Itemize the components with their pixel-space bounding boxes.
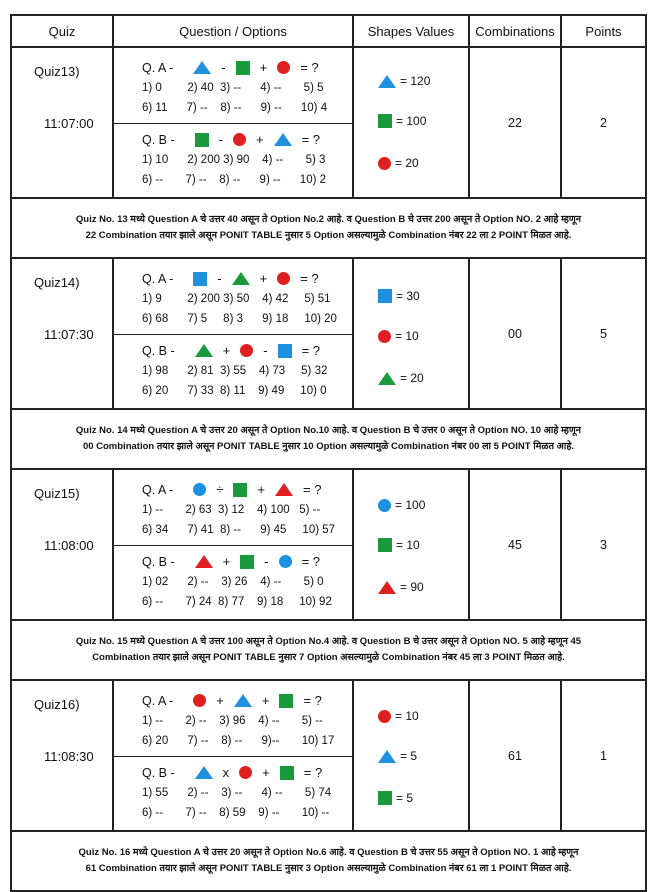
question-b [114, 545, 352, 620]
question-label: Q. B - [142, 132, 175, 147]
shape-value-text: = 20 [400, 371, 424, 385]
triangle-icon [234, 694, 252, 707]
quiz-explanation: Quiz No. 16 मध्ये Question A चे उत्तर 20 असून ते Option No.6 आहे. व Question B चे उत्तर 55 असून ते Option NO. 1 आहे म्हणून 61 Combination तयार झाले असून PONIT TABLE नुसार 3 Option असल्यामुळे Combination नंबर 61 ला 1 POINT मिळत आहे. [78, 847, 579, 874]
square-icon [378, 538, 392, 552]
operator: = ? [300, 271, 319, 286]
shape-values-cell [354, 681, 470, 830]
shape-value [378, 709, 419, 723]
question-label: Q. B - [142, 554, 175, 569]
quiz-id-cell [12, 681, 114, 830]
shape-value [378, 791, 413, 805]
operator: = ? [303, 693, 322, 708]
options-row: 6) 68 7) 5 8) 3 9) 18 10) 20 [142, 313, 337, 325]
shape-value-text: = 30 [396, 289, 420, 303]
quiz-explanation: Quiz No. 13 मध्ये Question A चे उत्तर 40 असून ते Option No.2 आहे. व Question B चे उत्तर 200 असून ते Option NO. 2 आहे म्हणून 22 Combination तयार झाले असून PONIT TABLE नुसार 5 Option असल्यामुळे Combination नंबर 22 ला 2 POINT मिळत आहे. [75, 214, 582, 241]
question-b [114, 123, 352, 198]
triangle-icon [195, 555, 213, 568]
header-question: Question / Options [114, 16, 354, 46]
question-cell [114, 470, 354, 619]
circle-icon [378, 157, 391, 170]
quiz-block [12, 681, 645, 890]
triangle-icon [195, 766, 213, 779]
shape-value [378, 498, 425, 512]
points-value: 3 [600, 537, 607, 552]
shape-value-text: = 20 [395, 156, 419, 170]
question-equation [142, 482, 325, 497]
question-label: Q. A - [142, 271, 174, 286]
question-equation [142, 132, 324, 147]
question-equation [142, 60, 323, 75]
quiz-number: Quiz14) [34, 275, 80, 290]
question-equation [142, 554, 324, 569]
operator: + [259, 271, 268, 286]
options-row: 1) 55 2) -- 3) -- 4) -- 5) 74 [142, 787, 332, 799]
triangle-icon [275, 483, 293, 496]
quiz-row [12, 259, 645, 410]
square-icon [378, 114, 392, 128]
options-row: 6) 20 7) -- 8) -- 9)-- 10) 17 [142, 735, 335, 747]
operator: - [264, 554, 269, 569]
operator: - [217, 271, 222, 286]
square-icon [236, 61, 250, 75]
operator: = ? [301, 554, 321, 569]
operator: + [222, 554, 231, 569]
header-quiz: Quiz [12, 16, 114, 46]
triangle-icon [274, 133, 292, 146]
shape-value-text: = 10 [395, 709, 419, 723]
quiz-table [10, 14, 647, 892]
combination-value: 61 [470, 681, 562, 830]
options-row: 1) 98 2) 81 3) 55 4) 73 5) 32 [142, 365, 328, 377]
triangle-icon [232, 272, 250, 285]
question-b [114, 334, 352, 409]
quiz-explanation: Quiz No. 15 मध्ये Question A चे उत्तर 100 असून ते Option No.4 आहे. व Question B चे उत्तर असून ते Option NO. 5 आहे म्हणून 45 Combination तयार झाले असून PONIT TABLE नुसार 7 Option असल्यामुळे Combination नंबर 45 ला 3 POINT मिळत आहे. [75, 636, 582, 663]
options-row: 6) -- 7) -- 8) 59 9) -- 10) -- [142, 807, 330, 819]
options-row: 6) -- 7) 24 8) 77 9) 18 10) 92 [142, 596, 332, 608]
shape-value-text: = 5 [400, 749, 418, 763]
operator: = ? [301, 132, 321, 147]
operator: = ? [303, 482, 322, 497]
circle-icon [279, 555, 292, 568]
question-equation [142, 343, 324, 358]
square-icon [240, 555, 254, 569]
header-combinations: Combinations [470, 16, 562, 46]
combination-value: 45 [470, 470, 562, 619]
question-equation [142, 271, 323, 286]
square-icon [278, 344, 292, 358]
options-row: 6) -- 7) -- 8) -- 9) -- 10) 2 [142, 174, 327, 186]
shape-value [378, 329, 419, 343]
shape-values-cell [354, 259, 470, 408]
shape-value [378, 749, 417, 763]
quiz-time: 11:07:30 [44, 327, 94, 342]
operator: - [263, 343, 268, 358]
options-row: 1) -- 2) 63 3) 12 4) 100 5) -- [142, 504, 321, 516]
circle-icon [233, 133, 246, 146]
quiz-explanation: Quiz No. 14 मध्ये Question A चे उत्तर 20 असून ते Option No.10 आहे. व Question B चे उत्तर 0 असून ते Option NO. 10 आहे म्हणून 00 Combination तयार झाले असून PONIT TABLE नुसार 10 Option असल्यामुळे Combination नंबर 00 ला 5 POINT मिळत आहे. [75, 425, 582, 452]
circle-icon [193, 483, 206, 496]
operator: + [216, 693, 224, 708]
shape-value-text: = 10 [396, 538, 420, 552]
quiz-list [12, 48, 645, 890]
quiz-row [12, 681, 645, 832]
square-icon [193, 272, 207, 286]
quiz-time: 11:08:00 [44, 538, 94, 553]
question-equation [142, 693, 326, 708]
square-icon [280, 766, 294, 780]
square-icon [378, 289, 392, 303]
shape-values-cell [354, 470, 470, 619]
quiz-block [12, 470, 645, 681]
operator: + [222, 343, 231, 358]
operator: + [259, 60, 268, 75]
shape-value [378, 289, 420, 303]
combination-value: 22 [470, 48, 562, 197]
options-row: 1) -- 2) -- 3) 96 4) -- 5) -- [142, 715, 323, 727]
quiz-row [12, 48, 645, 199]
header-shapes: Shapes Values [354, 16, 470, 46]
shape-value [378, 114, 426, 128]
triangle-icon [378, 750, 396, 763]
circle-icon [193, 694, 206, 707]
triangle-icon [378, 372, 396, 385]
operator: + [261, 693, 270, 708]
circle-icon [378, 499, 391, 512]
question-label: Q. B - [142, 343, 175, 358]
shape-value [378, 74, 430, 88]
circle-icon [277, 272, 290, 285]
table-header [12, 16, 645, 48]
question-cell [114, 48, 354, 197]
shape-value-text: = 90 [400, 580, 424, 594]
options-row: 1) 02 2) -- 3) 26 4) -- 5) 0 [142, 576, 324, 588]
quiz-row [12, 470, 645, 621]
quiz-time: 11:08:30 [44, 749, 94, 764]
square-icon [279, 694, 293, 708]
question-equation [142, 765, 326, 780]
question-cell [114, 259, 354, 408]
circle-icon [239, 766, 252, 779]
quiz-number: Quiz15) [34, 486, 80, 501]
quiz-id-cell [12, 470, 114, 619]
quiz-time: 11:07:00 [44, 116, 94, 131]
question-b [114, 756, 352, 831]
question-cell [114, 681, 354, 830]
shape-value-text: = 100 [395, 498, 426, 512]
triangle-icon [378, 75, 396, 88]
triangle-icon [378, 581, 396, 594]
operator: - [221, 60, 226, 75]
options-row: 6) 34 7) 41 8) -- 9) 45 10) 57 [142, 524, 336, 536]
options-row: 1) 0 2) 40 3) -- 4) -- 5) 5 [142, 82, 324, 94]
circle-icon [240, 344, 253, 357]
square-icon [378, 791, 392, 805]
question-a [114, 681, 352, 755]
operator: = ? [300, 60, 319, 75]
question-a [114, 259, 352, 333]
points-value: 2 [600, 115, 607, 130]
points-value: 1 [600, 748, 607, 763]
square-icon [233, 483, 247, 497]
quiz-id-cell [12, 48, 114, 197]
question-label: Q. A - [142, 482, 174, 497]
circle-icon [378, 710, 391, 723]
combination-value: 00 [470, 259, 562, 408]
shape-value [378, 156, 419, 170]
square-icon [195, 133, 209, 147]
operator: = ? [303, 765, 323, 780]
operator: = ? [301, 343, 321, 358]
operator: ÷ [216, 482, 224, 497]
options-row: 6) 20 7) 33 8) 11 9) 49 10) 0 [142, 385, 327, 397]
options-row: 1) 10 2) 200 3) 90 4) -- 5) 3 [142, 154, 326, 166]
quiz-block [12, 48, 645, 259]
question-label: Q. A - [142, 693, 174, 708]
shape-value [378, 580, 424, 594]
options-row: 6) 11 7) -- 8) -- 9) -- 10) 4 [142, 102, 328, 114]
quiz-number: Quiz13) [34, 64, 80, 79]
circle-icon [378, 330, 391, 343]
shape-value [378, 538, 420, 552]
operator: - [218, 132, 223, 147]
shape-values-cell [354, 48, 470, 197]
triangle-icon [195, 344, 213, 357]
shape-value-text: = 5 [396, 791, 414, 805]
points-value: 5 [600, 326, 607, 341]
quiz-number: Quiz16) [34, 697, 80, 712]
shape-value-text: = 120 [400, 74, 431, 88]
quiz-id-cell [12, 259, 114, 408]
shape-value-text: = 10 [395, 329, 419, 343]
circle-icon [277, 61, 290, 74]
question-label: Q. A - [142, 60, 174, 75]
triangle-icon [193, 61, 211, 74]
question-a [114, 48, 352, 122]
operator: + [262, 765, 270, 780]
question-label: Q. B - [142, 765, 175, 780]
operator: + [257, 482, 265, 497]
header-points: Points [585, 23, 622, 39]
operator: + [256, 132, 264, 147]
operator: x [222, 765, 230, 780]
options-row: 1) 9 2) 200 3) 50 4) 42 5) 51 [142, 293, 331, 305]
shape-value-text: = 100 [396, 114, 427, 128]
quiz-block [12, 259, 645, 470]
shape-value [378, 371, 424, 385]
question-a [114, 470, 352, 544]
